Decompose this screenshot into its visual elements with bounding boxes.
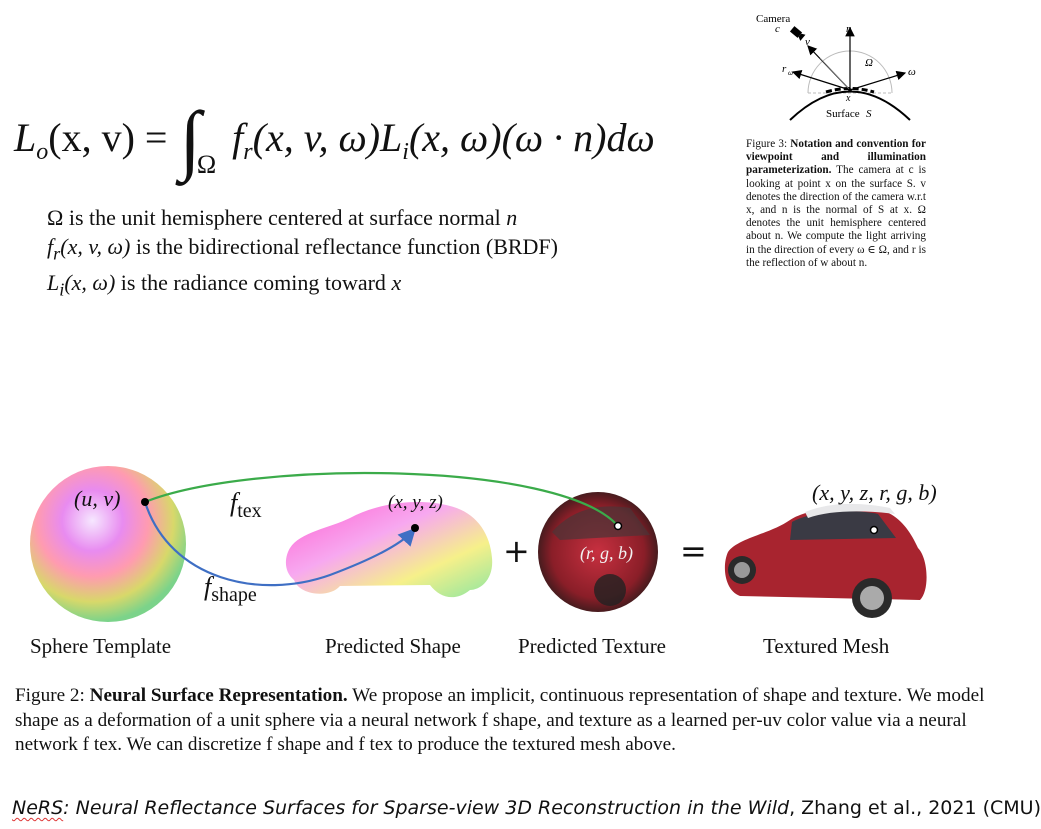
- rendering-equation: $L_o(x$, $v) = \int_\Omega$ $f_r(x$, v, $\omega)L_i(x$, ω)(ω · n)dω: [14, 95, 655, 182]
- camera-icon: [790, 26, 806, 41]
- svg-text:r: r: [782, 63, 787, 75]
- f-shape-label: $f_{shape}$: [204, 572, 257, 607]
- svg-text:v: v: [805, 36, 810, 48]
- xyz-point: [411, 524, 419, 532]
- svg-text:c: c: [775, 23, 780, 35]
- svg-text:x: x: [846, 93, 851, 104]
- citation: NeRS: Neural Reflectance Surfaces for Sparse-view 3D Reconstruction in the Wild, Zhang et al., 2021 (CMU): [12, 797, 1041, 819]
- svg-text:n: n: [846, 23, 852, 35]
- xyzrgb-label: (x, y, z, r, g, b): [812, 480, 937, 505]
- svg-text:S: S: [866, 108, 872, 120]
- xyzrgb-point: [871, 527, 878, 534]
- uv-label: (u, v): [74, 486, 121, 511]
- rgb-label: (r, g, b): [580, 543, 633, 563]
- panel-label-sphere-template: Sphere Template: [30, 634, 172, 658]
- plus-sign: +: [503, 532, 530, 570]
- svg-text:Camera: Camera: [756, 13, 791, 25]
- svg-text:Surface: Surface: [826, 108, 860, 120]
- figure3-diagram: [756, 8, 930, 126]
- svg-text:ω: ω: [908, 66, 916, 78]
- panel-label-textured-mesh: Textured Mesh: [763, 634, 890, 658]
- rgb-point: [615, 523, 622, 530]
- omega-arrow: [850, 73, 905, 90]
- definition-brdf: $f_r(x$, v, ω) is the bidirectional reflectance function (BRDF): [47, 234, 558, 264]
- definition-radiance: $L_i(x$, ω) is the radiance coming toward x: [47, 270, 402, 300]
- f-tex-label: $f_{tex}$: [230, 488, 262, 523]
- xyz-label: (x, y, z): [388, 492, 443, 513]
- definition-omega: Ω is the unit hemisphere centered at surface normal n: [47, 205, 518, 230]
- panel-label-predicted-shape: Predicted Shape: [325, 634, 461, 658]
- uv-point: [141, 498, 149, 506]
- panel-label-predicted-texture: Predicted Texture: [518, 634, 667, 658]
- svg-text:ω: ω: [788, 69, 793, 77]
- svg-text:Ω: Ω: [865, 57, 873, 69]
- equals-sign: =: [680, 532, 707, 570]
- citation-title-short: NeRS: [12, 797, 64, 819]
- equation-definitions: [47, 203, 558, 305]
- figure2-caption: Figure 2: Neural Surface Representation. We propose an implicit, continuous representation of shape and texture. We model shape as a deformation of a unit sphere via a neural network f shape, and texture as a learned per-uv color value via a neural network f tex. We can discretize f shape and f tex to produce the textured mesh above.: [15, 685, 985, 755]
- figure3-caption: Figure 3: Notation and convention for viewpoint and illumination parameterization. The camera at c is looking at point x on the surface S. v denotes the direction of the camera w.r.t x, and n is the normal of S at x. Ω denotes the unit hemisphere centered about n. We compute the light arriving in the direction of every ω ∈ Ω, and r is the reflection of w about n.: [746, 138, 926, 269]
- integral-sign: ∫: [179, 95, 201, 182]
- textured-mesh-image: [725, 504, 927, 618]
